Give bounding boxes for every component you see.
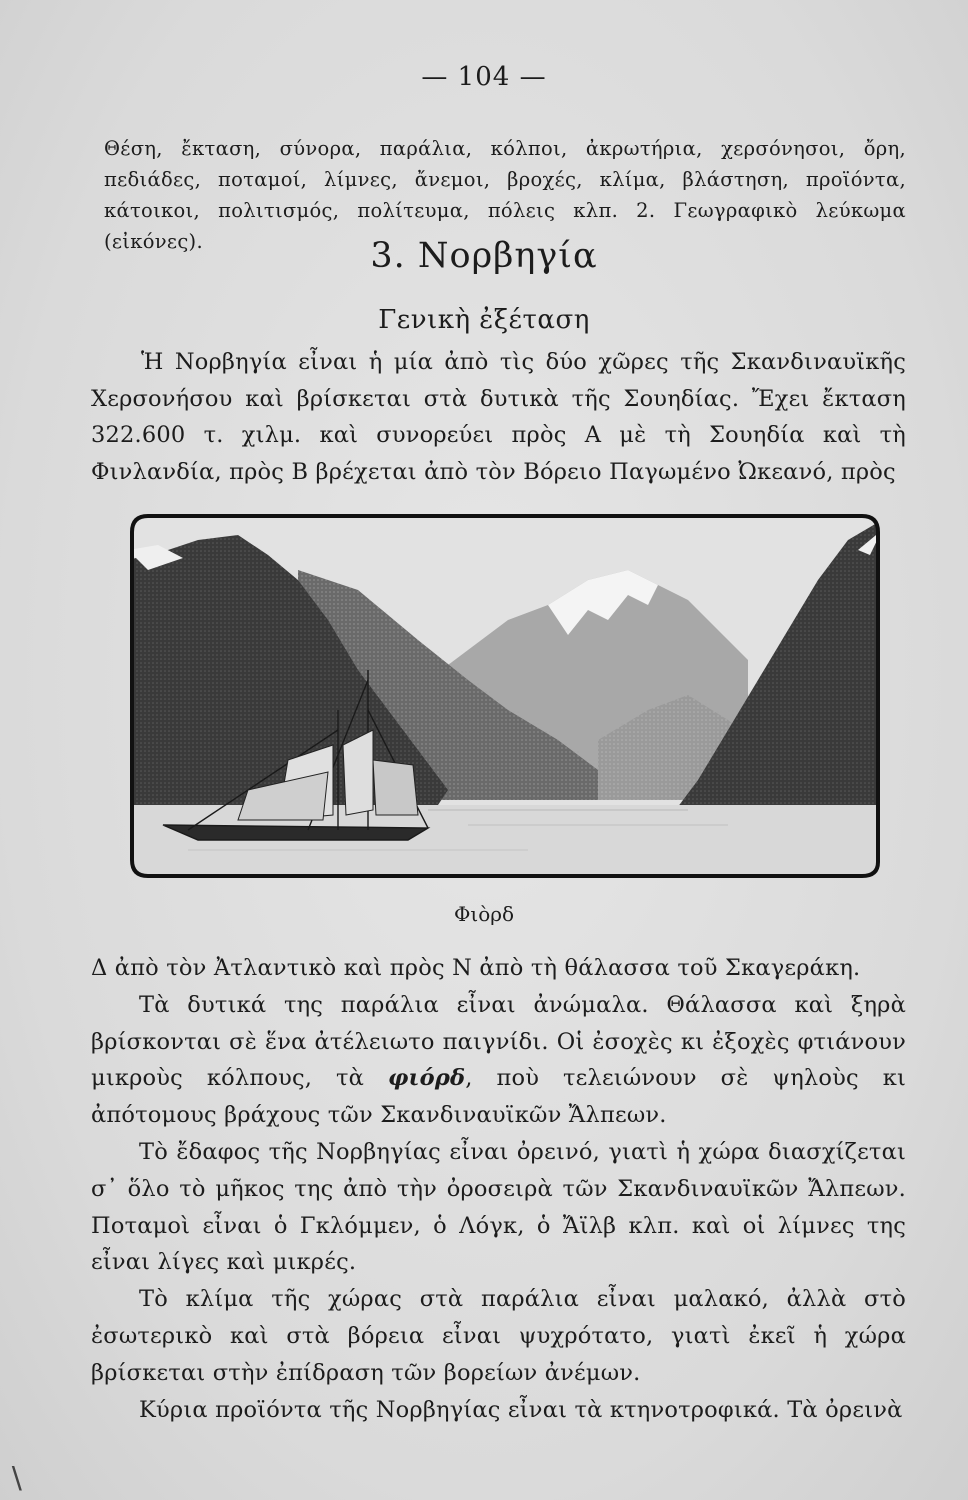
continuation-line: Δ ἀπὸ τὸν Ἀτλαντικὸ καὶ πρὸς Ν ἀπὸ τὴ θάλασσα τοῦ Σκαγεράκη. [91,955,861,981]
margin-mark: ∖ [6,1462,26,1497]
paragraph-terrain: Τὸ ἔδαφος τῆς Νορβηγίας εἶναι ὀρεινό, γιατὶ ἡ χώρα διασχίζεται σ᾽ ὅλο τὸ μῆκος της ἀπὸ τὴν ὀροσειρὰ τῶν Σκανδιναυϊκῶν Ἄλπεων. Ποταμοὶ εἶναι ὁ Γκλόμμεν, ὁ Λόγκ, ὁ Ἄϊλβ κλπ. καὶ οἱ λίμνες της εἶναι λίγες καὶ μικρές. [91,1138,906,1276]
coast-text-a: Τὰ δυτικά της παράλια εἶναι ἀνώμαλα. Θάλασσα καὶ ξηρὰ βρίσκονται σὲ ἕνα ἀτέλειωτο παιγνίδι. Οἱ ἐσοχὲς κι ἐξοχὲς φτιάνουν μικροὺς κόλπους, τὰ [91,991,906,1092]
coast-text-b: , ποὺ τελειώνουν σὲ ψηλοὺς κι ἀπότομους βράχους τῶν Σκανδιναυϊκῶν Ἄλπεων. [91,1065,906,1129]
header-paragraph: Θέση, ἔκταση, σύνορα, παράλια, κόλποι, ἀκρωτήρια, χερσόνησοι, ὄρη, πεδιάδες, ποταμοί, λίμνες, ἄνεμοι, βροχές, κλίμα, βλάστηση, προϊόντα, κάτοικοι, πολιτισμός, πολίτευμα, πόλεις κλπ. 2. Γεωγραφικὸ λεύκωμα (εἰκόνες). [104,136,906,253]
lower-text-block [91,950,906,1428]
section-subtitle: Γενικὴ ἐξέταση [378,305,590,335]
term-fjord: φιόρδ [387,1065,466,1092]
paragraph-products: Κύρια προϊόντα τῆς Νορβηγίας εἶναι τὰ κτηνοτροφικά. Τὰ ὀρεινὰ [139,1396,903,1423]
intro-paragraph: Ἡ Νορβηγία εἶναι ἡ μία ἀπὸ τὶς δύο χῶρες τῆς Σκανδιναυϊκῆς Χερσονήσου καὶ βρίσκεται στὰ δυτικὰ τῆς Σουηδίας. Ἔχει ἔκταση 322.600 τ. χιλμ. καὶ συνορεύει πρὸς Α μὲ τὴ Σουηδία καὶ τὴ Φινλανδία, πρὸς Β βρέχεται ἀπὸ τὸν Βόρειο Παγωμένο Ὠκεανό, πρὸς [91,349,906,485]
figure-caption: Φιὸρδ [453,902,515,926]
paragraph-climate: Τὸ κλίμα τῆς χώρας στὰ παράλια εἶναι μαλακό, ἀλλὰ στὸ ἐσωτερικὸ καὶ στὰ βόρεια εἶναι ψυχρότατο, γιατὶ ἐκεῖ ἡ χώρα βρίσκεται στὴν ἐπίδραση τῶν βορείων ἀνέμων. [91,1286,906,1386]
fjord-illustration [128,510,882,880]
section-title: 3. Νορβηγία [370,236,598,276]
page-number: — 104 — [421,62,547,92]
paragraph-coast [91,987,906,1134]
intro-block [91,344,906,490]
